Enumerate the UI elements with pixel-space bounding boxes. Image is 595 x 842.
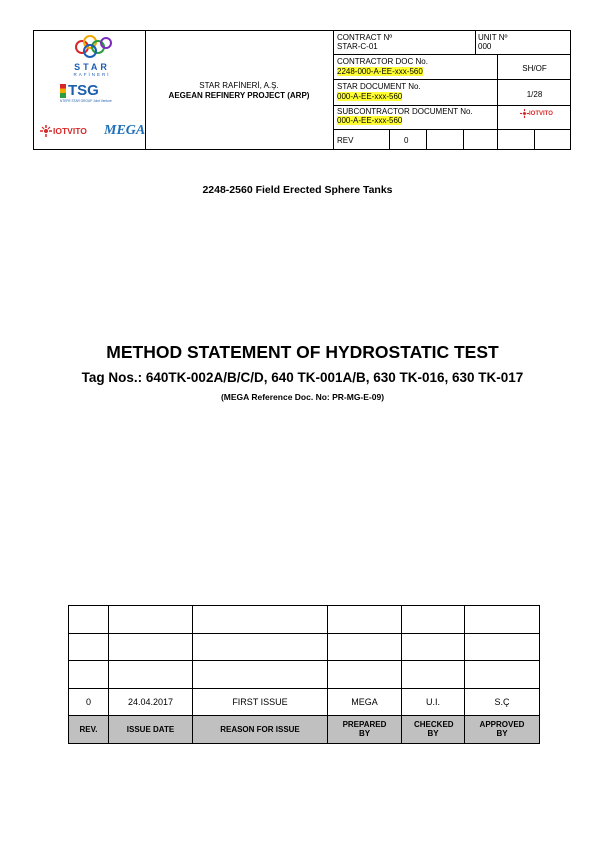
checked-cell: U.I. — [402, 688, 465, 716]
document-header — [33, 30, 571, 150]
header-issue-date: ISSUE DATE — [109, 716, 193, 744]
checked-cell — [402, 633, 465, 661]
tsg-logo-text: TSG — [68, 82, 99, 99]
header-rev: REV. — [69, 716, 109, 744]
approved-cell — [465, 661, 540, 689]
checked-cell — [402, 661, 465, 689]
header-reason: REASON FOR ISSUE — [193, 716, 328, 744]
prepared-cell: MEGA — [328, 688, 402, 716]
revision-row — [69, 661, 540, 689]
document-subject: 2248-2560 Field Erected Sphere Tanks — [202, 184, 393, 196]
revision-header-row — [69, 716, 540, 744]
unit-value: 000 — [478, 42, 492, 51]
revision-row — [69, 606, 540, 634]
checked-cell — [402, 606, 465, 634]
rev-cell — [69, 633, 109, 661]
approved-cell — [465, 606, 540, 634]
reason-cell — [193, 633, 328, 661]
rev-cell — [69, 661, 109, 689]
iotvito-small-text: IOTVITO — [529, 110, 553, 117]
revision-row — [69, 688, 540, 716]
page-number: 1/28 — [526, 90, 543, 99]
star-rafineri-logo — [62, 33, 122, 77]
iotvito-logo-text: IOTVITO — [53, 126, 87, 136]
prepared-cell — [328, 633, 402, 661]
tsg-stripes-icon — [60, 84, 66, 98]
reason-cell: FIRST ISSUE — [193, 688, 328, 716]
reference-doc: (MEGA Reference Doc. No: PR-MG-E-09) — [220, 392, 385, 402]
reason-cell — [193, 661, 328, 689]
revision-table — [68, 605, 540, 744]
document-title: METHOD STATEMENT OF HYDROSTATIC TEST — [106, 342, 499, 362]
header-checked: CHECKED BY — [402, 716, 465, 744]
issue-date-cell: 24.04.2017 — [109, 688, 193, 716]
star-doc-label: STAR DOCUMENT No. — [337, 82, 421, 91]
prepared-cell — [328, 606, 402, 634]
rev-cell — [69, 606, 109, 634]
issue-date-cell — [109, 633, 193, 661]
star-logo-subtext: RAFİNERİ — [73, 72, 111, 77]
approved-cell — [465, 633, 540, 661]
project-name: AEGEAN REFINERY PROJECT (ARP) — [168, 91, 310, 100]
star-doc-value: 000-A-EE-xxx-560 — [337, 92, 403, 101]
issue-date-cell — [109, 606, 193, 634]
company-name: STAR RAFİNERİ, A.Ş. — [199, 81, 279, 90]
iotvito-small-logo — [520, 109, 553, 118]
star-logo-text: STAR — [74, 62, 110, 72]
header-prepared: PREPARED BY — [328, 716, 402, 744]
reason-cell — [193, 606, 328, 634]
subcontractor-doc-value: 000-A-EE-xxx-560 — [337, 116, 403, 125]
iotvito-logo — [40, 123, 98, 139]
sh-of-label: SH/OF — [522, 64, 547, 73]
iotvito-small-burst-icon — [520, 109, 529, 118]
revision-row — [69, 633, 540, 661]
contractor-doc-label: CONTRACTOR DOC No. — [337, 57, 428, 66]
subcontractor-doc-label: SUBCONTRACTOR DOCUMENT No. — [337, 107, 473, 116]
iotvito-burst-icon — [40, 125, 52, 137]
contract-value: STAR-C-01 — [337, 42, 378, 51]
rev-cell: 0 — [69, 688, 109, 716]
contract-label: CONTRACT Nº — [337, 33, 393, 42]
issue-date-cell — [109, 661, 193, 689]
tsg-logo-subtext: NTEPE STAR GROUP Joint Venture — [60, 99, 112, 103]
mega-logo: MEGA — [104, 123, 146, 138]
header-approved: APPROVED BY — [465, 716, 540, 744]
approved-cell: S.Ç — [465, 688, 540, 716]
prepared-cell — [328, 661, 402, 689]
rev-value: 0 — [404, 136, 409, 145]
contractor-doc-value: 2248-000-A-EE-xxx-560 — [337, 67, 423, 76]
rev-label: REV — [337, 136, 354, 145]
tsg-logo — [60, 82, 126, 110]
star-flower-icon — [62, 33, 122, 59]
tag-numbers: Tag Nos.: 640TK-002A/B/C/D, 640 TK-001A/B, 630 TK-016, 630 TK-017 — [81, 370, 524, 385]
unit-label: UNIT Nº — [478, 33, 508, 42]
